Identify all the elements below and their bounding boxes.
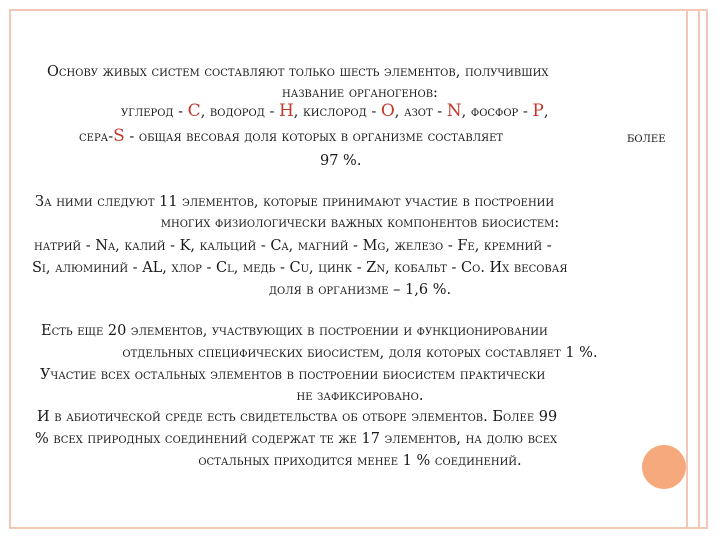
p3-line2: отдельных специфических биосистем, доля которых составляет 1 %. [122, 345, 598, 361]
p3-line6: % всех природных соединений содержат те же 17 элементов, на долю всех [35, 431, 558, 447]
p3-line7: остальных приходится менее 1 % соединений. [198, 453, 522, 469]
carbon-name: углерод - [121, 104, 188, 120]
p1-line1: Основу живых систем составляют только шесть элементов, получивших [47, 64, 549, 80]
hydrogen-name: , водород - [200, 104, 279, 120]
p2-line2: многих физиологически важных компонентов биосистем: [160, 215, 560, 231]
line3-end: , [543, 104, 549, 120]
nitrogen-name: , азот - [394, 104, 447, 120]
p2-line5: доля в организме – 1,6 %. [268, 282, 452, 298]
sulfur-symbol: S [113, 126, 125, 146]
sulfur-rest: - общая весовая доля которых в организме составляет [124, 129, 504, 145]
p3-line4: не зафиксировано. [296, 388, 424, 404]
nitrogen-symbol: N [446, 101, 462, 121]
phosphorus-symbol: Р [532, 101, 544, 121]
p2-line3: натрий - Na, калий - K, кальций - Ca, магний - Mg, железо - Fe, кремний - [34, 238, 552, 254]
sulfur-name: сера- [79, 129, 114, 145]
p1-line2: название органогенов: [282, 85, 438, 101]
p2-line4: Si, алюминий - AL, хлор - Cl, медь - Cu, цинк - Zn, кобальт - Co. Их весовая [32, 260, 568, 276]
oxygen-name: , кислород - [293, 104, 381, 120]
p1-line5: 97 %. [320, 153, 362, 169]
phosphorus-name: , фосфор - [461, 104, 533, 120]
p3-line3: Участие всех остальных элементов в построении биосистем практически [40, 367, 546, 383]
p1-line4 [79, 127, 503, 146]
oxygen-symbol: О [380, 101, 395, 121]
p2-line1: За ними следуют 11 элементов, которые принимают участие в построении [35, 194, 555, 210]
p1-line3 [121, 102, 548, 121]
p1-line4-more: более [627, 130, 666, 146]
hydrogen-symbol: Н [278, 101, 294, 121]
p3-line1: Есть еще 20 элементов, участвующих в построении и функционировании [41, 323, 548, 339]
p3-line5: И в абиотической среде есть свидетельства об отборе элементов. Более 99 [37, 409, 558, 425]
carbon-symbol: С [187, 101, 201, 121]
